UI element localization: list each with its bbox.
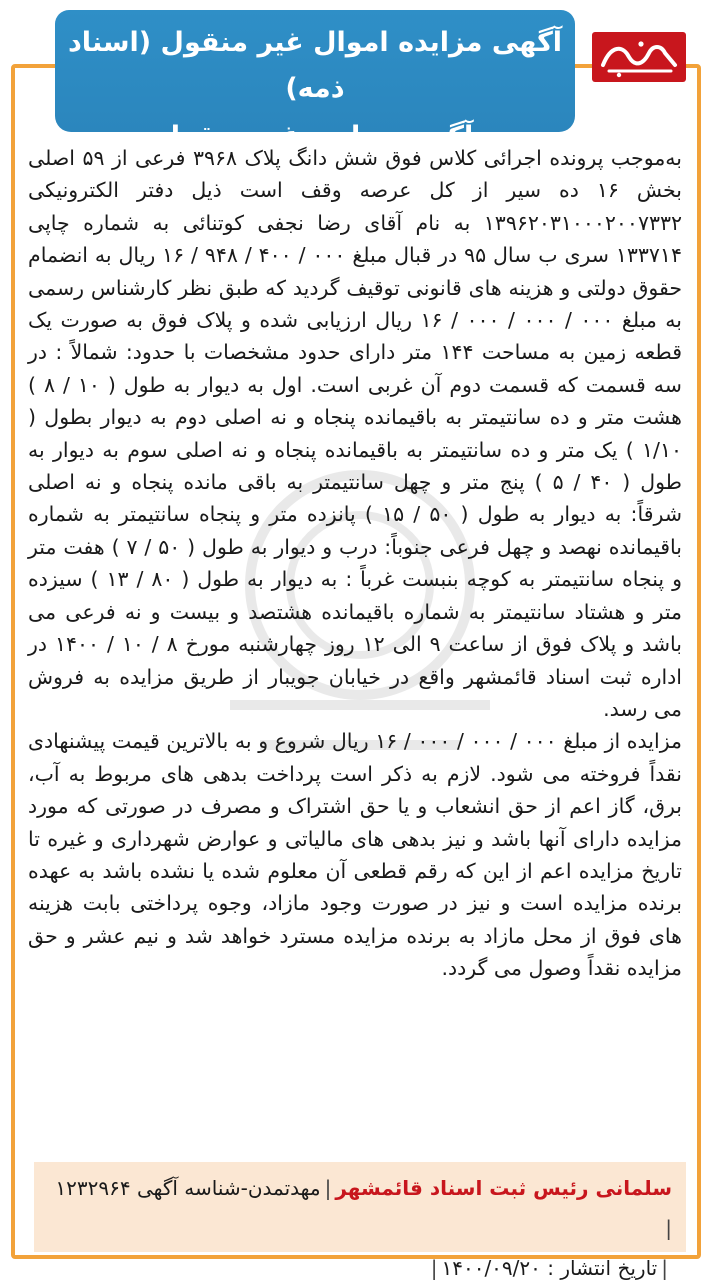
body-paragraph-2: مزایده از مبلغ ۰۰۰ / ۰۰۰ / ۰۰۰ / ۱۶ ریال شروع و به بالاترین قیمت پیشنهادی نقداً فروخته می شود. لازم به ذکر است پرداخت بدهی های مربوط به آب، برق، گاز اعم از حق انشعاب و یا حق اشتراک و مصرف در صورتی که مورد مزایده دارای آنها باشد و نیز بدهی های مالیاتی و عوارض شهرداری و غیره تا تاریخ مزایده اعم از این که رقم قطعی آن معلوم شده یا نشده باشد به عهده برنده مزایده است و نیز در صورت وجود مازاد، وجوه پرداختی بابت هزینه های فوق از محل مازاد به برنده مزایده مسترد خواهد شد و نیم عشر و حق مزایده نقداً وصول می گردد. [28, 729, 683, 981]
footer-line-1 [48, 1168, 672, 1248]
ad-body [28, 142, 682, 985]
agency-id: مهدتمدن-شناسه آگهی ۱۲۳۲۹۶۴ [55, 1176, 321, 1200]
footer-line-2 [48, 1248, 672, 1288]
newspaper-logo-mark [595, 35, 683, 79]
ad-footer [34, 1162, 686, 1280]
separator: | [324, 1176, 332, 1200]
separator: | [661, 1256, 668, 1280]
ad-title: آگهی مزایده اموال غیر منقول (اسناد ذمه) [67, 27, 563, 104]
separator: | [430, 1256, 438, 1280]
signer-name: سلمانی رئیس ثبت اسناد قائمشهر [335, 1176, 672, 1200]
ad-subtitle: آگهی مزایده غیر منقول [156, 121, 474, 152]
publish-date: تاریخ انتشار : ۱۴۰۰/۰۹/۲۰ [441, 1256, 658, 1280]
body-paragraph-1: به‌موجب پرونده اجرائی کلاس فوق شش دانگ پلاک ۳۹۶۸ فرعی از ۵۹ اصلی بخش ۱۶ ده سیر از کل عرصه وقف است ذیل دفتر الکترونیکی ۱۳۹۶۲۰۳۱۰۰۰۲۰۰۷۳۳۲ به نام آقای رضا نجفی کوتنائی به شماره چاپی ۱۳۳۷۱۴ سری ب سال ۹۵ در قبال مبلغ ۰۰۰ / ۴۰۰ / ۹۴۸ / ۱۶ ریال به انضمام حقوق دولتی و هزینه های قانونی توقیف گردید که طبق نظر کارشناس رسمی به مبلغ ۰۰۰ / ۰۰۰ / ۰۰۰ / ۱۶ ریال ارزیابی شده و پلاک فوق به صورت یک قطعه زمین به مساحت ۱۴۴ متر دارای حدود مشخصات با حدود: شمالاً : در سه قسمت که قسمت دوم آن غربی است. اول به دیوار به طول ( ۱۰ / ۸ ) هشت متر و ده سانتیمتر به باقیمانده پنجاه و نه اصلی دوم به دیوار بطول ( ۱/۱۰ ) یک متر و ده سانتیمتر به باقیمانده پنجاه و نه اصلی سوم به دیوار به طول ( ۴۰ / ۵ ) پنج متر و چهل سانتیمتر به باقی مانده پنجاه و نه اصلی شرقاً: به دیوار به طول ( ۵۰ / ۱۵ ) پانزده متر و پنجاه سانتیمتر به شماره باقیمانده نهصد و چهل فرعی جنوباً: درب و دیوار به طول ( ۵۰ / ۷ ) هفت متر و پنجاه سانتیمتر به کوچه بنبست غرباً : به دیوار به طول ( ۸۰ / ۱۳ ) سیزده متر و هشتاد سانتیمتر به شماره باقیمانده هشتصد و بیست و نه فرعی می باشد و پلاک فوق از ساعت ۹ الی ۱۲ روز چهارشنبه مورخ ۸ / ۱۰ / ۱۴۰۰ در اداره ثبت اسناد قائمشهر واقع در خیابان جویبار از طریق مزایده به فروش می رسد. [28, 146, 683, 721]
separator: | [665, 1216, 672, 1240]
newspaper-logo [592, 32, 686, 82]
ad-header [55, 10, 575, 152]
